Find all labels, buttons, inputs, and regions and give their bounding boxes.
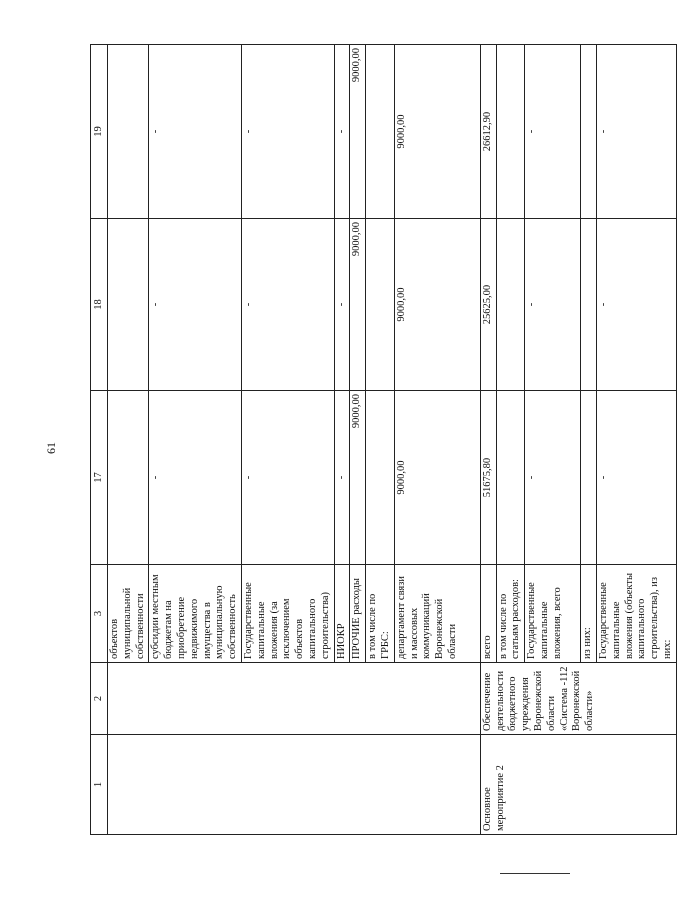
cell-col3: Государственные капитальные вложения (за исключением объектов капитального строительства) — [241, 565, 334, 663]
cell-col3: из них: — [581, 565, 597, 663]
cell-measure-description: Обеспечение деятельности бюджетного учреждения Воронежской области «Система -112 Воронежской области» — [480, 663, 676, 735]
cell-v18: 25625,00 — [480, 219, 496, 391]
budget-table — [90, 44, 677, 835]
cell-v19 — [581, 45, 597, 219]
cell-v18 — [366, 219, 395, 391]
rotated-table-container — [90, 45, 673, 835]
cell-v18 — [496, 219, 525, 391]
cell-v17 — [496, 391, 525, 565]
cell-v18: - — [241, 219, 334, 391]
table-row — [480, 45, 496, 835]
cell-col3: субсидии местным бюджетам на приобретение недвижимого имущества в муниципальную собственность — [149, 565, 242, 663]
header-col-19: 19 — [91, 45, 108, 219]
cell-v17: 9000,00 — [350, 391, 366, 565]
cell-col3: Государственные капитальные вложения (объекты капитального строительства), из них: — [596, 565, 676, 663]
cell-v17: - — [149, 391, 242, 565]
cell-col3: департамент связи и массовых коммуникаций Воронежской области — [394, 565, 480, 663]
cell-col3: НИОКР — [334, 565, 350, 663]
cell-v18 — [108, 219, 149, 391]
cell-col3: в том числе по ГРБС: — [366, 565, 395, 663]
header-row — [91, 45, 108, 835]
cell-col3: объектов муниципальной собственности — [108, 565, 149, 663]
header-col-3: 3 — [91, 565, 108, 663]
cell-v18: 9000,00 — [394, 219, 480, 391]
cell-v17: - — [525, 391, 581, 565]
bottom-rule — [500, 873, 570, 874]
cell-col3: ПРОЧИЕ расходы — [350, 565, 366, 663]
cell-v18: - — [525, 219, 581, 391]
cell-v19 — [496, 45, 525, 219]
cell-v17 — [581, 391, 597, 565]
cell-v19: 9000,00 — [350, 45, 366, 219]
header-col-18: 18 — [91, 219, 108, 391]
cell-v18: - — [149, 219, 242, 391]
cell-v19: - — [596, 45, 676, 219]
header-col-1: 1 — [91, 735, 108, 835]
cell-v18: - — [596, 219, 676, 391]
cell-v17 — [108, 391, 149, 565]
cell-v17: - — [596, 391, 676, 565]
cell-v18 — [581, 219, 597, 391]
cell-v17: - — [241, 391, 334, 565]
header-col-17: 17 — [91, 391, 108, 565]
cell-v19: - — [525, 45, 581, 219]
cell-v19 — [366, 45, 395, 219]
cell-v19 — [108, 45, 149, 219]
cell-v18: - — [334, 219, 350, 391]
cell-measure-title: Основное мероприятие 2 — [480, 735, 676, 835]
cell-col3: Государственные капитальные вложения, всего — [525, 565, 581, 663]
cell-v19: - — [241, 45, 334, 219]
cell-col3: всего — [480, 565, 496, 663]
header-col-2: 2 — [91, 663, 108, 735]
cell-v17 — [366, 391, 395, 565]
cell-v19: 9000,00 — [394, 45, 480, 219]
cell-v17: - — [334, 391, 350, 565]
page-number: 61 — [44, 442, 58, 454]
cell-v19: - — [149, 45, 242, 219]
cell-v18: 9000,00 — [350, 219, 366, 391]
cell-v17: 9000,00 — [394, 391, 480, 565]
cell-col1 — [108, 735, 481, 835]
table-row — [108, 45, 149, 835]
cell-v19: 26612,90 — [480, 45, 496, 219]
cell-col2 — [108, 663, 481, 735]
cell-col3: в том числе по статьям расходов: — [496, 565, 525, 663]
cell-v17: 51675,80 — [480, 391, 496, 565]
cell-v19: - — [334, 45, 350, 219]
